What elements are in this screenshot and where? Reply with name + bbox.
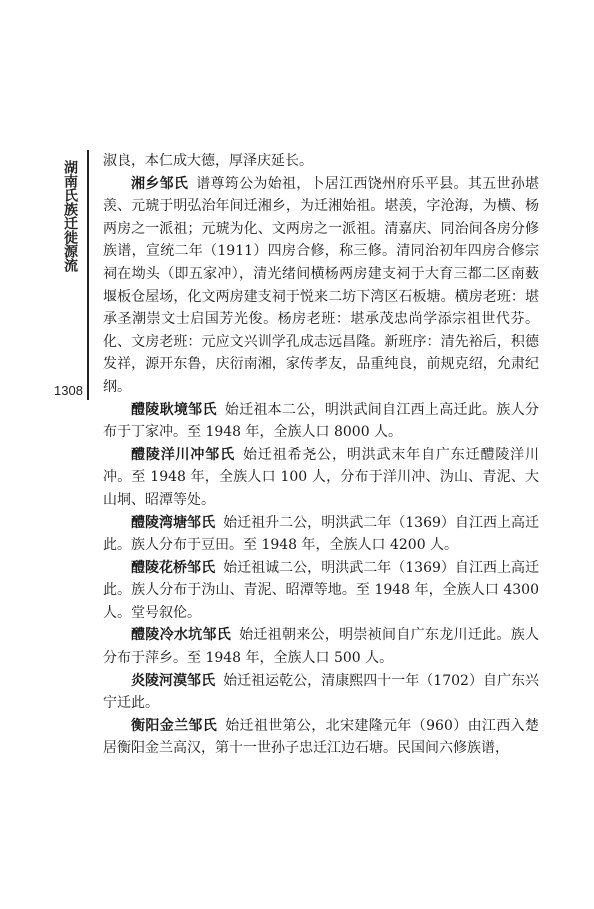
paragraph-text: 始迁祖朝来公，明崇祯间自广东龙川迁此。族人分布于萍乡。至 1948 年，全族人口 500 人。 [103, 627, 540, 667]
paragraph-text: 谱尊筠公为始祖，卜居江西饶州府乐平县。其五世孙堪羡、元琥于明弘治年间迁湘乡，为迁湘始祖。堪羡，字沧海，为横、杨两房之一派祖；元琥为化、文两房之一派祖。清嘉庆、同治间各房分修族谱，宣统二年（1911）四房合修，称三修。清同治初年四房合修宗祠在坳头（即五家冲），清光绪间横杨两房建支祠于大育三都二区南薮堰板仓屋场，化文两房建支祠于悦来二坊下湾区石板塘。横房老班：堪承圣潮崇文士启国芳光俊。杨房老班：堪承茂忠尚学添宗祖世代芬。化、文房老班：元应文兴训学孔成志远昌隆。新班序：清先裕后，积德发祥，源开东鲁，庆衍南湘，家传孝友，品重纯良，前规克绍，允肃纪纲。 [103, 175, 540, 395]
clan-heading: 炎陵河漠邹氏 [131, 672, 216, 689]
body-text [103, 150, 539, 760]
margin-rule [87, 150, 89, 400]
paragraph [103, 399, 539, 444]
paragraph-text: 淑良，本仁成大德，厚泽庆延长。 [103, 153, 313, 169]
running-title: 湖南氏族迁徙源流 [62, 160, 78, 272]
paragraph [103, 150, 539, 173]
paragraph-text: 始迁祖世第公，北宋建隆元年（960）由江西入楚居衡阳金兰高汉，第十一世孙子忠迁江边石塘。民国间六修族谱， [103, 717, 539, 757]
paragraph-text: 始迁祖升二公，明洪武二年（1369）自江西上高迁此。族人分布于豆田。至 1948 年，全族人口 4200 人。 [103, 514, 539, 554]
page-number: 1308 [54, 383, 83, 398]
clan-heading: 醴陵洋川冲邹氏 [131, 446, 235, 463]
paragraph [103, 557, 539, 625]
paragraph [103, 670, 539, 715]
paragraph [103, 173, 539, 399]
paragraph [103, 624, 539, 669]
clan-heading: 醴陵花桥邹氏 [131, 559, 216, 576]
paragraph [103, 444, 539, 512]
clan-heading: 醴陵湾塘邹氏 [131, 514, 216, 531]
clan-heading: 醴陵冷水坑邹氏 [131, 627, 232, 644]
paragraph-text: 始迁祖运乾公，清康熙四十一年（1702）自广东兴宁迁此。 [103, 672, 539, 712]
paragraph [103, 512, 539, 557]
paragraph [103, 715, 539, 760]
paragraph-text: 始迁祖希尧公，明洪武末年自广东迁醴陵洋川冲。至 1948 年，全族人口 100 人，分布于洋川冲、沩山、青泥、大山垌、昭潭等处。 [103, 446, 540, 508]
paragraph-text: 始迁祖本二公，明洪武间自江西上高迁此。族人分布于丁家冲。至 1948 年，全族人口 8000 人。 [103, 401, 540, 441]
clan-heading: 湘乡邹氏 [131, 175, 189, 192]
paragraph-text: 始迁祖诚二公，明洪武二年（1369）自江西上高迁此。族人分布于沩山、青泥、昭潭等地。至 1948 年，全族人口 4300 人。堂号叙伦。 [103, 559, 539, 621]
clan-heading: 醴陵耿境邹氏 [131, 401, 217, 418]
clan-heading: 衡阳金兰邹氏 [131, 717, 218, 734]
